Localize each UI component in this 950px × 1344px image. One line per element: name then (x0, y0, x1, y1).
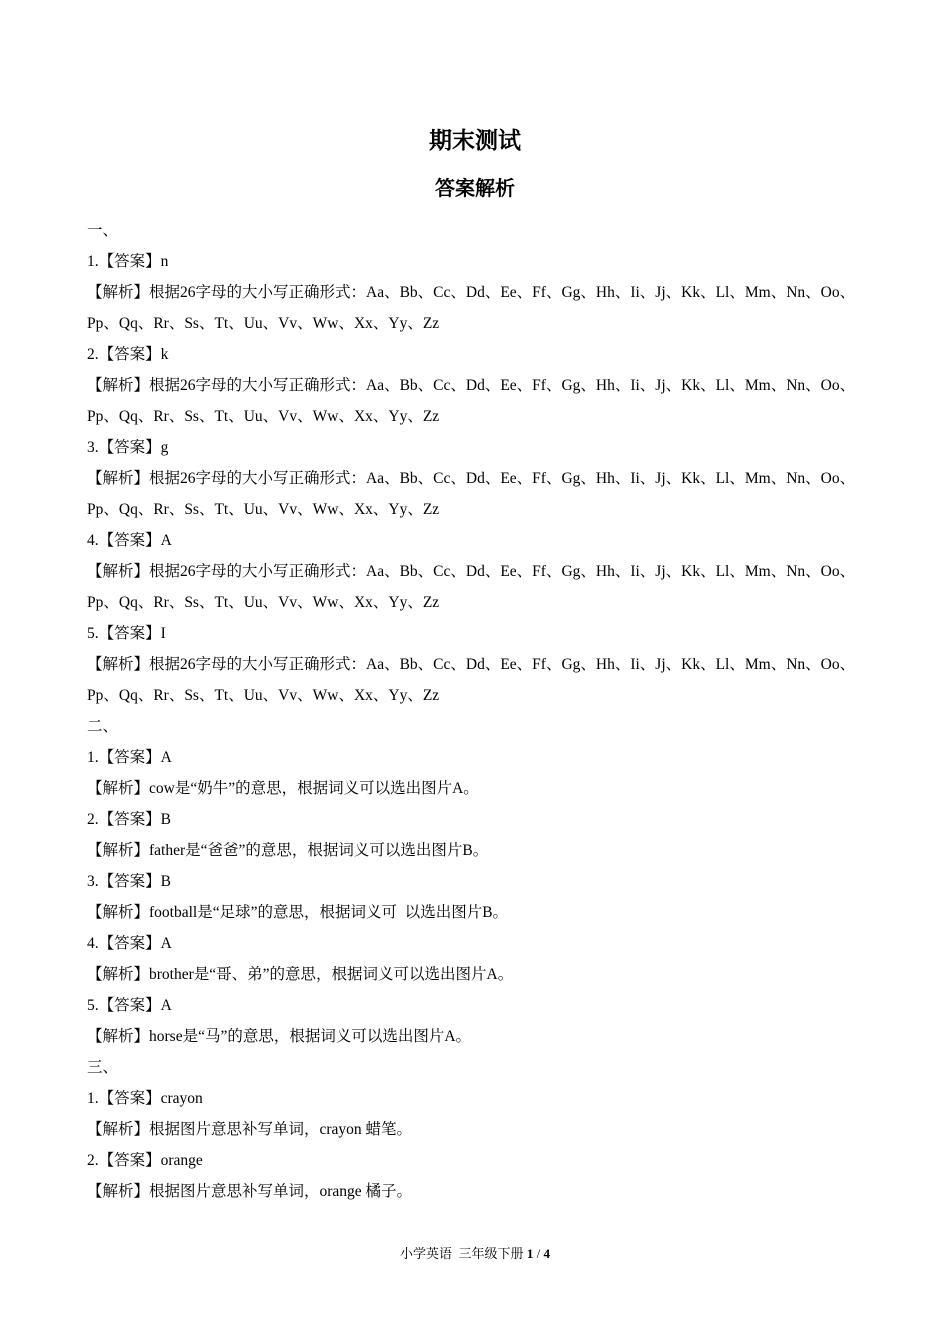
page-footer (0, 1244, 950, 1264)
analysis-text: 【解析】根据26字母的大小写正确形式：Aa、Bb、Cc、Dd、Ee、Ff、Gg、Hh、Ii、Jj、Kk、Ll、Mm、Nn、Oo、Pp、Qq、Rr、Ss、Tt、Uu、Vv、Ww、Xx、Yy、Zz (87, 470, 856, 518)
page-title: 期末测试 (429, 128, 521, 154)
page-subtitle: 答案解析 (435, 176, 515, 200)
analysis-text: 【解析】根据图片意思补写单词，crayon 蜡笔。 (87, 1121, 413, 1138)
answer-line: 5.【答案】A (87, 997, 172, 1014)
answer-line: 1.【答案】n (87, 253, 169, 270)
analysis-text: 【解析】根据26字母的大小写正确形式：Aa、Bb、Cc、Dd、Ee、Ff、Gg、Hh、Ii、Jj、Kk、Ll、Mm、Nn、Oo、Pp、Qq、Rr、Ss、Tt、Uu、Vv、Ww、Xx、Yy、Zz (87, 563, 856, 611)
answer-line: 2.【答案】B (87, 811, 171, 828)
answer-content (87, 215, 867, 1207)
page-number-current: 1 (526, 1246, 534, 1261)
analysis-text: 【解析】father是“爸爸”的意思，根据词义可以选出图片B。 (87, 842, 489, 859)
analysis-text: 【解析】horse是“马”的意思，根据词义可以选出图片A。 (87, 1028, 472, 1045)
analysis-text: 【解析】根据26字母的大小写正确形式：Aa、Bb、Cc、Dd、Ee、Ff、Gg、Hh、Ii、Jj、Kk、Ll、Mm、Nn、Oo、Pp、Qq、Rr、Ss、Tt、Uu、Vv、Ww、Xx、Yy、Zz (87, 377, 856, 425)
analysis-text: 【解析】brother是“哥、弟”的意思，根据词义可以选出图片A。 (87, 966, 514, 983)
answer-line: 3.【答案】g (87, 439, 169, 456)
analysis-text: 【解析】根据图片意思补写单词，orange 橘子。 (87, 1183, 413, 1200)
answer-line: 2.【答案】orange (87, 1152, 203, 1169)
analysis-text: 【解析】根据26字母的大小写正确形式：Aa、Bb、Cc、Dd、Ee、Ff、Gg、Hh、Ii、Jj、Kk、Ll、Mm、Nn、Oo、Pp、Qq、Rr、Ss、Tt、Uu、Vv、Ww、Xx、Yy、Zz (87, 656, 856, 704)
analysis-text: 【解析】cow是“奶牛”的意思，根据词义可以选出图片A。 (87, 780, 479, 797)
page-number-total: 4 (543, 1246, 550, 1261)
page-number-separator: / (536, 1246, 541, 1261)
analysis-text: 【解析】football是“足球”的意思，根据词义可 以选出图片B。 (87, 904, 509, 921)
answer-line: 1.【答案】A (87, 749, 172, 766)
analysis-text: 【解析】根据26字母的大小写正确形式：Aa、Bb、Cc、Dd、Ee、Ff、Gg、Hh、Ii、Jj、Kk、Ll、Mm、Nn、Oo、Pp、Qq、Rr、Ss、Tt、Uu、Vv、Ww、Xx、Yy、Zz (87, 284, 856, 332)
answer-line: 3.【答案】B (87, 873, 171, 890)
section-heading: 二、 (87, 718, 119, 735)
answer-line: 1.【答案】crayon (87, 1090, 203, 1107)
footer-label: 小学英语 三年级下册 (400, 1246, 524, 1261)
section-heading: 三、 (87, 1059, 119, 1076)
answer-line: 5.【答案】I (87, 625, 166, 642)
answer-line: 4.【答案】A (87, 935, 172, 952)
answer-line: 4.【答案】A (87, 532, 172, 549)
section-heading: 一、 (87, 222, 119, 239)
answer-line: 2.【答案】k (87, 346, 169, 363)
